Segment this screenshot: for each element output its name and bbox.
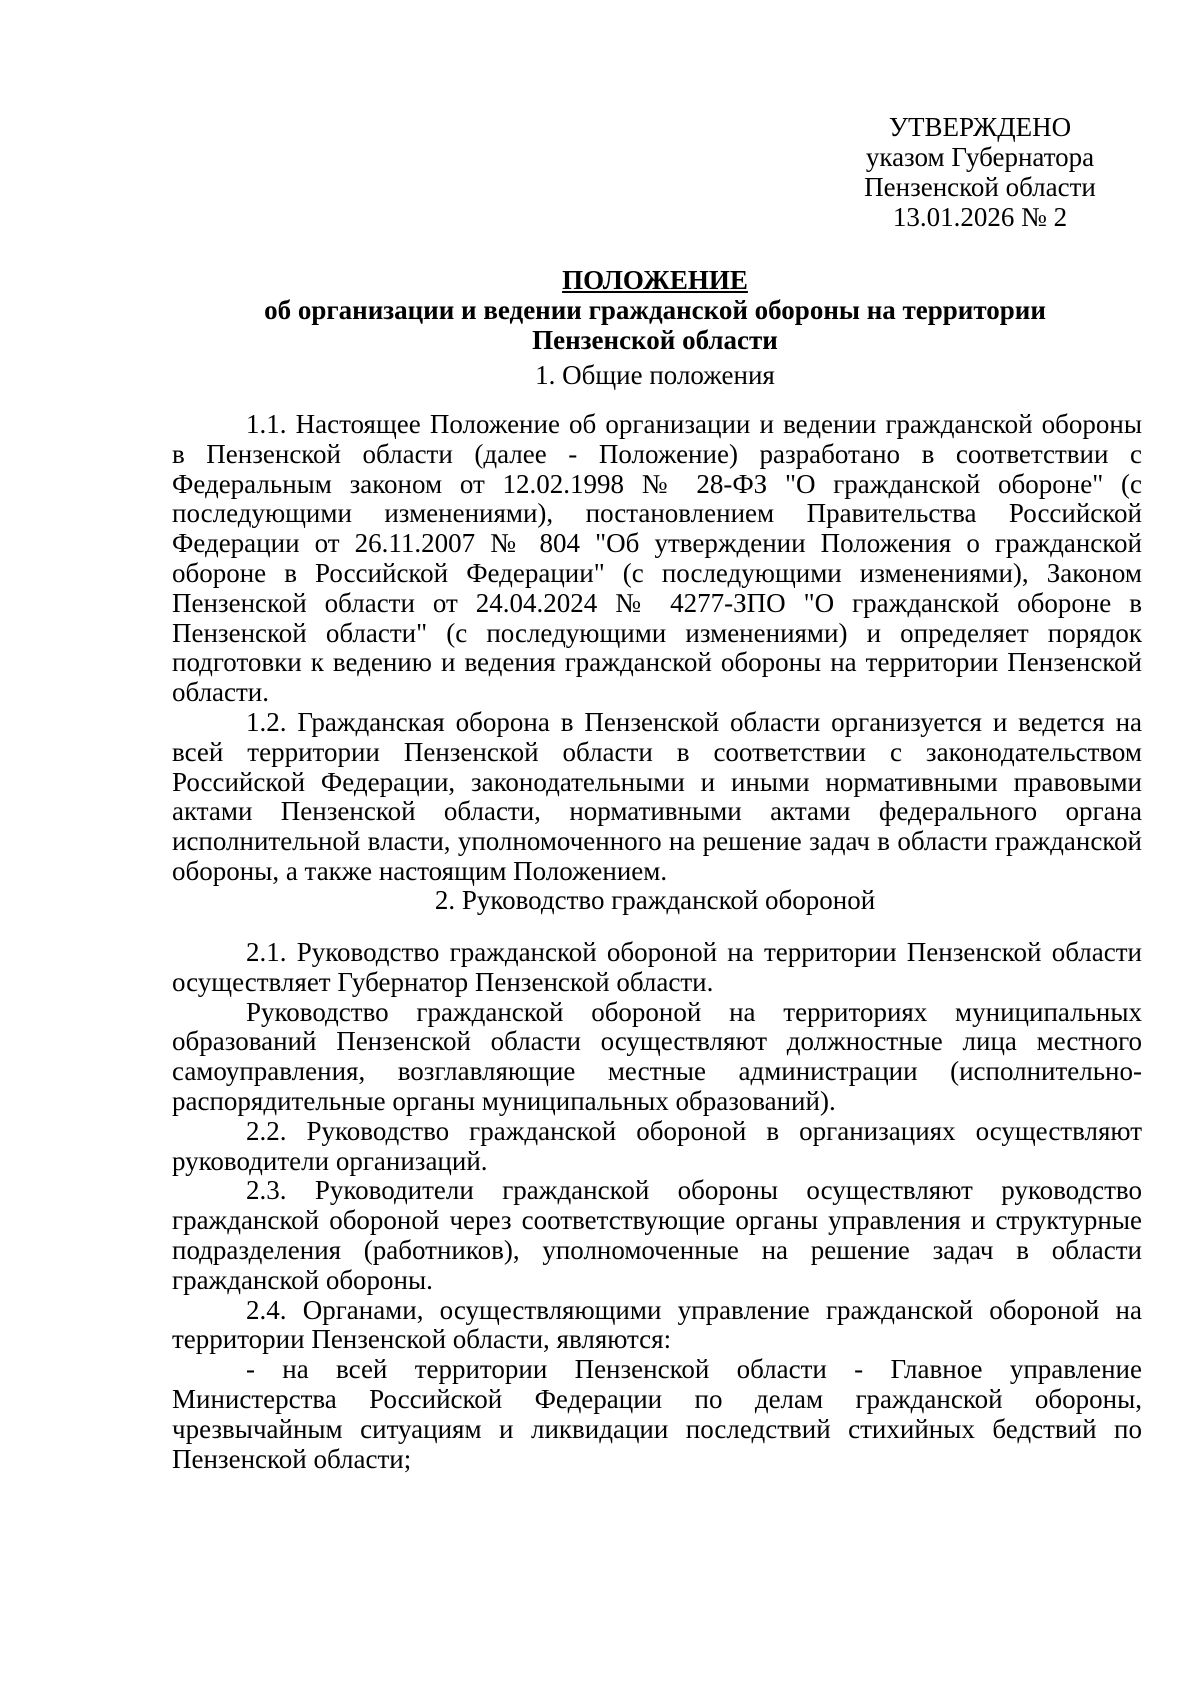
- section-1-body: [172, 410, 1142, 887]
- approval-decree-line: указом Губернатора: [865, 142, 1095, 172]
- document-title-block: [170, 265, 1140, 355]
- paragraph-2-3: 2.3. Руководители гражданской обороны осуществляют руководство гражданской обороной через соответствующие органы управления и структурные подразделения (работников), уполномоченные на решение задач в области гражданской обороны.: [172, 1175, 1142, 1295]
- paragraph-2-1: 2.1. Руководство гражданской обороной на территории Пензенской области осуществляет Губернатор Пензенской области.: [172, 937, 1142, 997]
- section-1-heading: 1. Общие положения: [535, 360, 775, 390]
- approval-stamp-block: [830, 112, 1130, 232]
- paragraph-1-1: 1.1. Настоящее Положение об организации и ведении гражданской обороны в Пензенской области (далее - Положение) разработано в соответствии с Федеральным законом от 12.02.1998 № 28-ФЗ "О гражданской обороне" (с последующими изменениями), постановлением Правительства Российской Федерации от 26.11.2007 № 804 "Об утверждении Положения о гражданской обороне в Российской Федерации" (с последующими изменениями), Законом Пензенской области от 24.04.2024 № 4277-ЗПО "О гражданской обороне в Пензенской области" (с последующими изменениями) и определяет порядок подготовки к ведению и ведения гражданской обороны на территории Пензенской области.: [172, 409, 1142, 708]
- approval-date-number: 13.01.2026 № 2: [892, 202, 1068, 232]
- section-2-heading: 2. Руководство гражданской обороной: [434, 885, 876, 915]
- approval-approved-label: УТВЕРЖДЕНО: [888, 112, 1072, 142]
- paragraph-2-2: 2.2. Руководство гражданской обороной в организациях осуществляют руководители организаций.: [172, 1115, 1142, 1176]
- paragraph-2-4: 2.4. Органами, осуществляющими управление гражданской обороной на территории Пензенской области, являются:: [172, 1294, 1142, 1355]
- paragraph-2-1b: Руководство гражданской обороной на территориях муниципальных образований Пензенской области осуществляют должностные лица местного самоуправления, возглавляющие местные администрации (исполнительно-распорядительные органы муниципальных образований).: [172, 996, 1142, 1116]
- document-subtitle-line2: Пензенской области: [532, 325, 778, 355]
- document-subtitle-line1: об организации и ведении гражданской обороны на территории: [264, 295, 1046, 325]
- document-title: ПОЛОЖЕНИЕ: [562, 265, 748, 295]
- section-2-body: [172, 938, 1142, 1474]
- paragraph-2-4-item-1: - на всей территории Пензенской области - Главное управление Министерства Российской Федерации по делам гражданской обороны, чрезвычайным ситуациям и ликвидации последствий стихийных бедствий по Пензенской области;: [172, 1354, 1142, 1474]
- approval-region-line: Пензенской области: [864, 172, 1096, 202]
- paragraph-1-2: 1.2. Гражданская оборона в Пензенской области организуется и ведется на всей территории Пензенской области в соответствии с законодательством Российской Федерации, законодательными и иными нормативными правовыми актами Пензенской области, нормативными актами федерального органа исполнительной власти, уполномоченного на решение задач в области гражданской обороны, а также настоящим Положением.: [172, 706, 1142, 886]
